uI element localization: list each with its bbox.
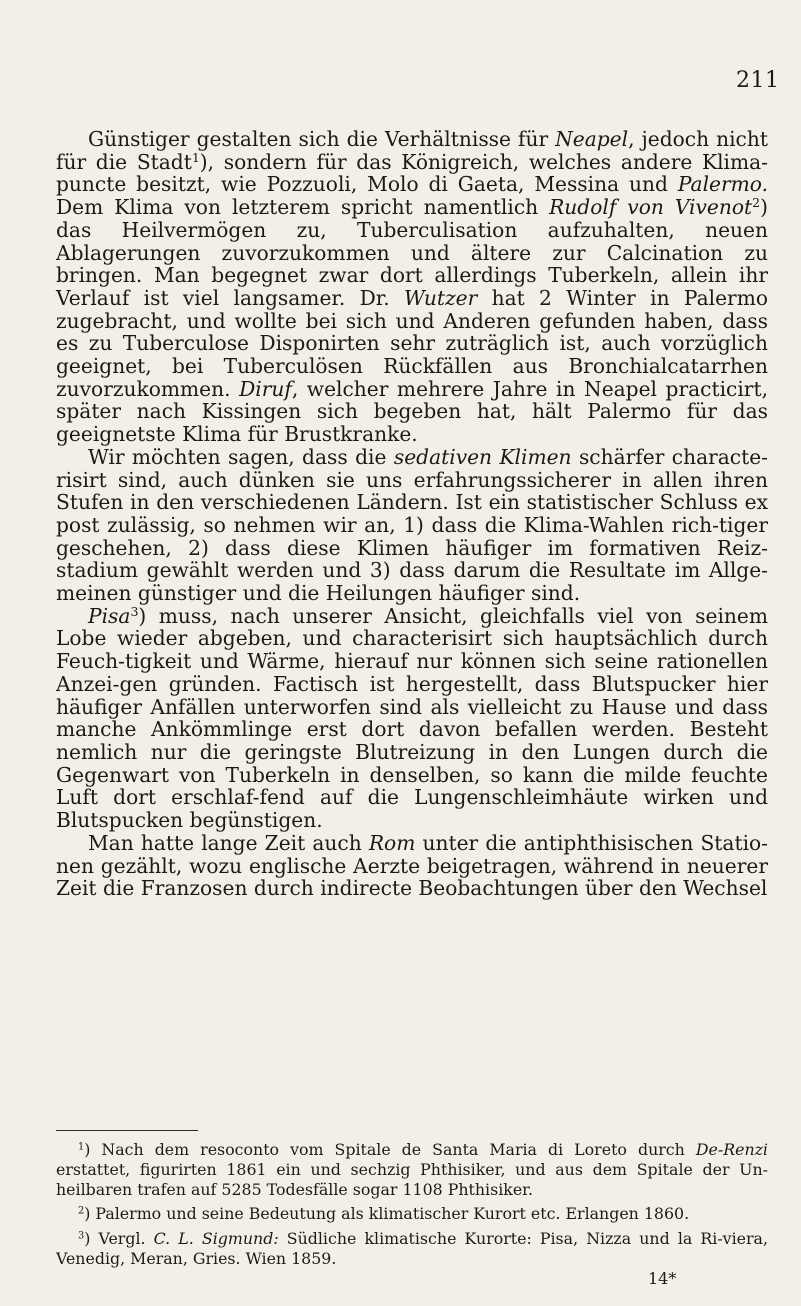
body-text	[56, 128, 768, 900]
page-number: 211	[736, 68, 780, 93]
footnote: $^1$) Nach dem resoconto vom Spitale de Santa Maria di Loreto durch De-Renzi erstattet, figurirten 1861 ein und sechzig Phthisiker, und aus dem Spitale der Un-heilbaren trafen auf 5285 Todesfälle sogar 1108 Phthisiker.	[56, 1140, 768, 1199]
body-paragraph: Wir möchten sagen, dass die sedativen Klimen schärfer characte-risirt sind, auch dünken sie uns erfahrungssicherer in allen ihren Stufen in den verschiedenen Ländern. Ist ein statistischer Schluss ex post zulässig, so nehmen wir an, 1) dass die Klima-Wahlen rich-tiger geschehen, 2) dass diese Klimen häufiger im formativen Reiz-stadium gewählt werden und 3) dass darum die Resultate im Allge-meinen günstiger und die Heilungen häufiger sind.	[56, 444, 768, 606]
body-paragraph: Günstiger gestalten sich die Verhältnisse für Neapel, jedoch nicht für die Stadt$^1$), sondern für das Königreich, welches andere Klima-puncte besitzt, wie Pozzuoli, Molo di Gaeta, Messina und Palermo. Dem Klima von letzterem spricht namentlich Rudolf von Vivenot$^2$) das Heilvermögen zu, Tuberculisation aufzuhalten, neuen Ablagerungen zuvorzukommen und ältere zur Calcination zu bringen. Man begegnet zwar dort allerdings Tuberkeln, allein ihr Verlauf ist viel langsamer. Dr. Wutzer hat 2 Winter in Palermo zugebracht, und wollte bei sich und Anderen gefunden haben, dass es zu Tuberculose Disponirten sehr zuträglich ist, auch vorzüglich geeignet, bei Tuberculösen Rückfällen aus Bronchialcatarrhen zuvorzukommen. Diruf, welcher mehrere Jahre in Neapel practicirt, später nach Kissingen sich begeben hat, hält Palermo für das geeignetste Klima für Brustkranke.	[56, 127, 768, 447]
footnote: $^3$) Vergl. C. L. Sigmund: Südliche klimatische Kurorte: Pisa, Nizza und la Ri-viera, Venedig, Meran, Gries. Wien 1859.	[56, 1229, 768, 1268]
body-paragraph: Pisa$^3$) muss, nach unserer Ansicht, gleichfalls viel von seinem Lobe wieder abgeben, und characterisirt sich hauptsächlich durch Feuch-tigkeit und Wärme, hierauf nur können sich seine rationellen Anzei-gen gründen. Factisch ist hergestellt, dass Blutspucker hier häufiger Anfällen unterworfen sind als vielleicht zu Hause und dass manche Ankömmlinge erst dort davon befallen werden. Besteht nemlich nur die geringste Blutreizung in den Lungen durch die Gegenwart von Tuberkeln in denselben, so kann die milde feuchte Luft dort erschlaf-fend auf die Lungenschleimhäute wirken und Blutspucken begünstigen.	[56, 603, 768, 833]
signature-mark: 14*	[648, 1269, 677, 1288]
body-paragraph: Man hatte lange Zeit auch Rom unter die antiphthisischen Statio-nen gezählt, wozu englische Aerzte beigetragen, während in neuerer Zeit die Franzosen durch indirecte Beobachtungen über den Wechsel	[56, 830, 768, 901]
footnotes	[56, 1140, 768, 1274]
footnote: $^2$) Palermo und seine Bedeutung als klimatischer Kurort etc. Erlangen 1860.	[78, 1204, 690, 1224]
footnote-rule	[56, 1130, 198, 1131]
